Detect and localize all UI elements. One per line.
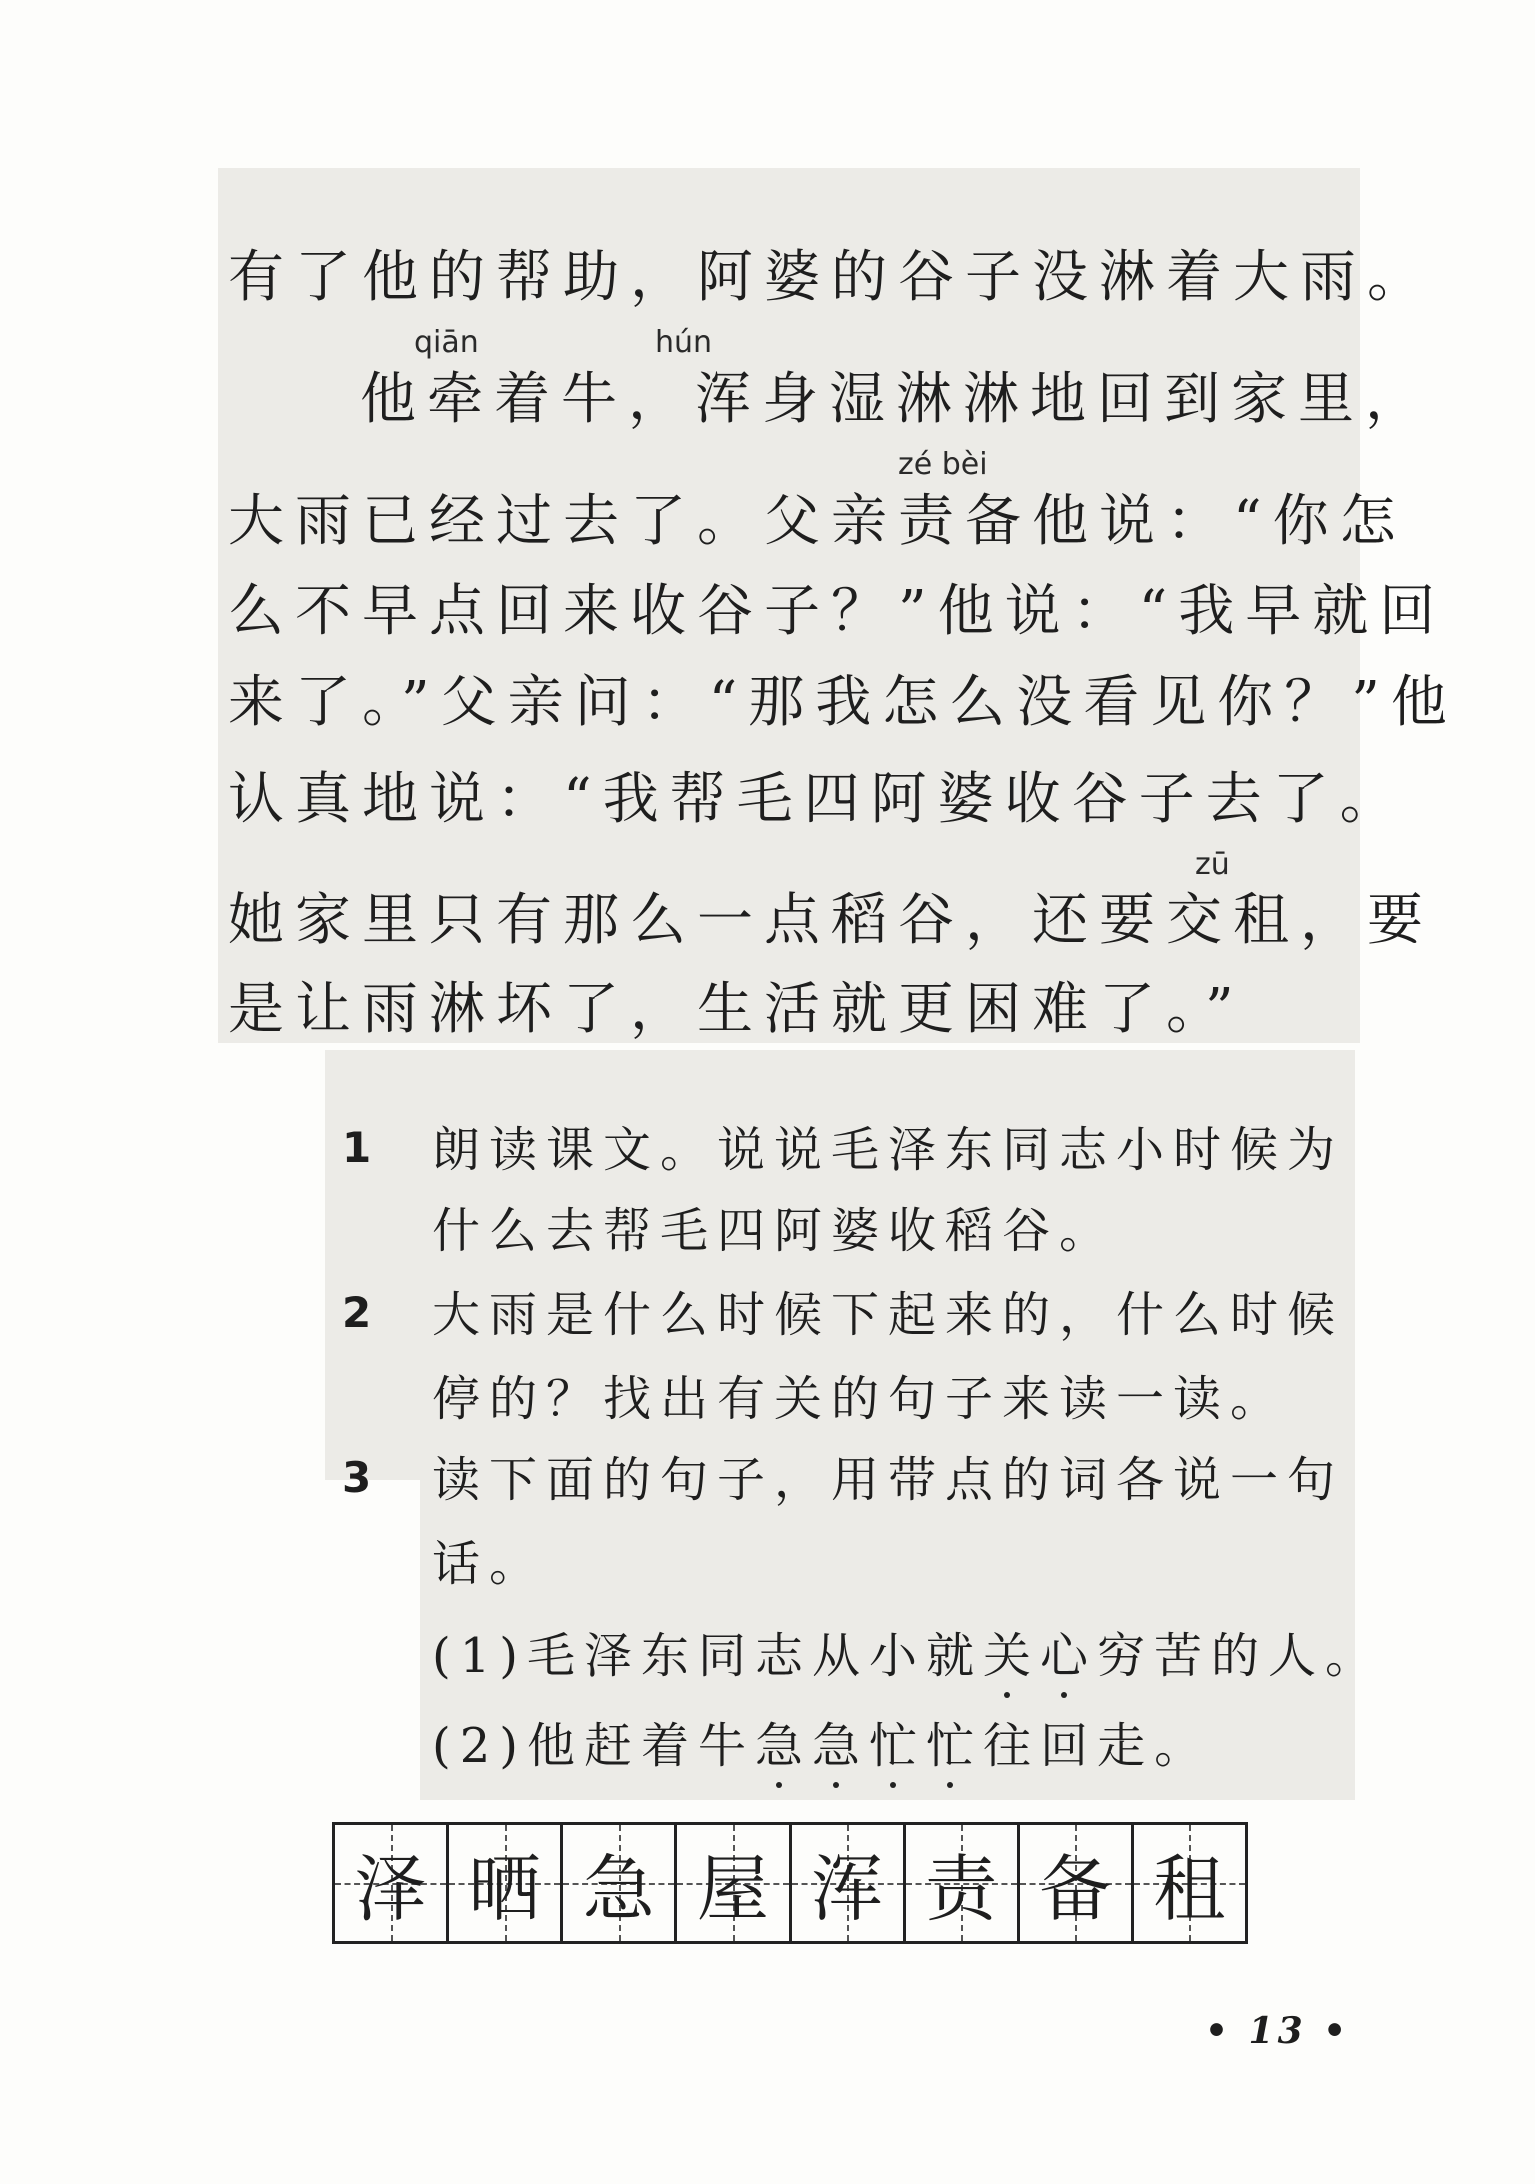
story-line-3: 大雨已经过去了。父亲责备他说：“你怎 <box>228 489 1407 554</box>
character-cell <box>1134 1825 1245 1941</box>
pinyin-ze-bei: zé bèi <box>898 447 988 482</box>
exercise-number-2: 2 <box>342 1288 372 1337</box>
dotted-char: 急 <box>812 1718 870 1774</box>
exercise-3-line-1: 读下面的句子，用带点的词各说一句 <box>432 1452 1345 1508</box>
dotted-char: 忙 <box>926 1718 984 1774</box>
character: 备 <box>1039 1847 1112 1931</box>
dotted-char: 急 <box>755 1718 813 1774</box>
exercise-number-3: 3 <box>342 1453 372 1502</box>
sentence-2-text-before: (2)他赶着牛 <box>432 1718 755 1774</box>
sentence-2-text-after: 往回走。 <box>983 1718 1212 1774</box>
character-cell <box>906 1825 1020 1941</box>
pinyin-hun: hún <box>655 325 713 360</box>
story-line-8: 是让雨淋坏了，生活就更困难了。” <box>228 977 1245 1042</box>
character: 租 <box>1153 1847 1226 1931</box>
sentence-1-text-before: (1)毛泽东同志从小就 <box>432 1628 983 1684</box>
dotted-char: 心 <box>1040 1628 1098 1684</box>
character: 浑 <box>811 1847 884 1931</box>
story-line-4: 么不早点回来收谷子？”他说：“我早就回 <box>228 579 1447 644</box>
story-line-5: 来了。”父亲问：“那我怎么没看见你？”他 <box>228 670 1458 735</box>
exercise-number-1: 1 <box>342 1123 372 1172</box>
page-number: • 13 • <box>1205 2010 1351 2052</box>
exercise-2-line-2: 停的？找出有关的句子来读一读。 <box>432 1371 1288 1427</box>
character-cell <box>449 1825 563 1941</box>
story-line-2: 他牵着牛，浑身湿淋淋地回到家里， <box>360 367 1432 432</box>
exercise-1-line-2: 什么去帮毛四阿婆收稻谷。 <box>432 1203 1117 1259</box>
character-cell <box>563 1825 677 1941</box>
character-cell <box>677 1825 791 1941</box>
character: 责 <box>925 1847 998 1931</box>
character: 晒 <box>468 1847 541 1931</box>
character-grid <box>332 1822 1248 1944</box>
example-sentence-2 <box>432 1718 1212 1774</box>
dotted-char: 关 <box>983 1628 1041 1684</box>
exercise-1-line-1: 朗读课文。说说毛泽东同志小时候为 <box>432 1122 1345 1178</box>
exercise-3-line-2: 话。 <box>432 1536 547 1592</box>
sentence-1-text-after: 穷苦的人。 <box>1097 1628 1383 1684</box>
story-line-7: 她家里只有那么一点稻谷，还要交租，要 <box>228 888 1434 953</box>
dotted-char: 忙 <box>869 1718 927 1774</box>
character: 屋 <box>696 1847 769 1931</box>
example-sentence-1 <box>432 1628 1383 1684</box>
pinyin-zu: zū <box>1195 847 1230 882</box>
character-cell <box>792 1825 906 1941</box>
exercise-2-line-1: 大雨是什么时候下起来的，什么时候 <box>432 1287 1345 1343</box>
pinyin-qian: qiān <box>414 325 479 360</box>
story-line-1: 有了他的帮助，阿婆的谷子没淋着大雨。 <box>228 245 1434 310</box>
character: 急 <box>582 1847 655 1931</box>
story-line-6: 认真地说：“我帮毛四阿婆收谷子去了。 <box>228 767 1407 832</box>
character-cell <box>335 1825 449 1941</box>
character: 泽 <box>354 1847 427 1931</box>
character-cell <box>1020 1825 1134 1941</box>
